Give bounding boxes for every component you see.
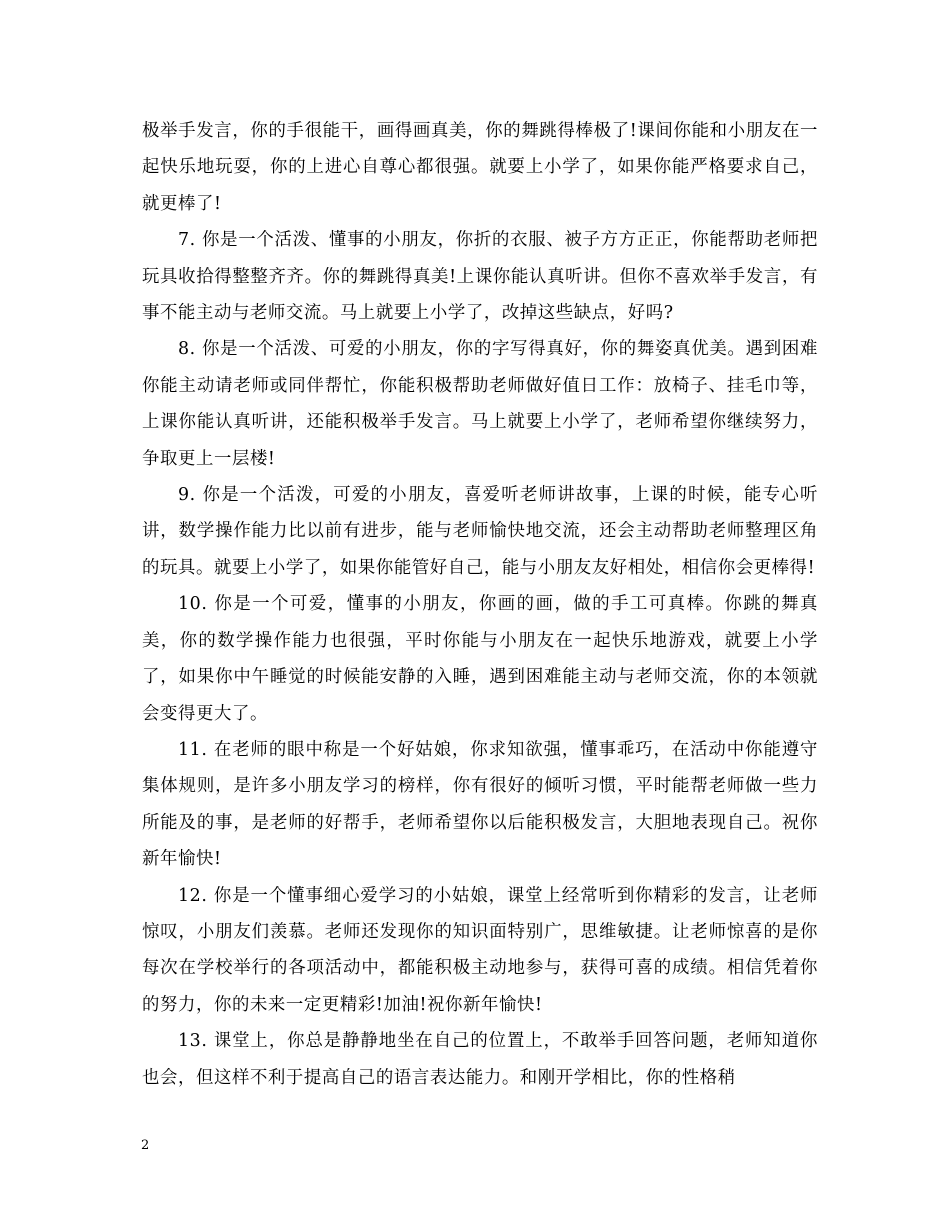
paragraph-item-9: 9. 你是一个活泼，可爱的小朋友，喜爱听老师讲故事，上课的时候，能专心听讲，数学操作能力比以前有进步，能与老师愉快地交流，还会主动帮助老师整理区角的玩具。就要上小学了，如果你能管好自己，能与小朋友友好相处，相信你会更棒得! — [142, 485, 818, 578]
paragraph-item-7: 7. 你是一个活泼、懂事的小朋友，你折的衣服、被子方方正正，你能帮助老师把玩具收拾得整整齐齐。你的舞跳得真美!上课你能认真听讲。但你不喜欢举手发言，有事不能主动与老师交流。马上就要上小学了，改掉这些缺点，好吗? — [142, 230, 818, 324]
paragraph-item-10: 10. 你是一个可爱，懂事的小朋友，你画的画，做的手工可真棒。你跳的舞真美，你的数学操作能力也很强，平时你能与小朋友在一起快乐地游戏，就要上小学了，如果你中午睡觉的时候能安静的入睡，遇到困难能主动与老师交流，你的本领就会变得更大了。 — [142, 594, 818, 724]
document-body — [142, 113, 818, 1096]
paragraph-item-13: 13. 课堂上，你总是静静地坐在自己的位置上，不敢举手回答问题，老师知道你也会，但这样不利于提高自己的语言表达能力。和刚开学相比，你的性格稍 — [142, 1031, 818, 1088]
paragraph-item-12: 12. 你是一个懂事细心爱学习的小姑娘，课堂上经常听到你精彩的发言，让老师惊叹，小朋友们羡慕。老师还发现你的知识面特别广，思维敏捷。让老师惊喜的是你每次在学校举行的各项活动中，都能积极主动地参与，获得可喜的成绩。相信凭着你的努力，你的未来一定更精彩!加油!祝你新年愉快! — [142, 885, 818, 1015]
paragraph-item-11: 11. 在老师的眼中称是一个好姑娘，你求知欲强，懂事乖巧，在活动中你能遵守集体规则，是许多小朋友学习的榜样，你有很好的倾听习惯，平时能帮老师做一些力所能及的事，是老师的好帮手，老师希望你以后能积极发言，大胆地表现自己。祝你新年愉快! — [142, 739, 818, 870]
paragraph-item-8: 8. 你是一个活泼、可爱的小朋友，你的字写得真好，你的舞姿真优美。遇到困难你能主动请老师或同伴帮忙，你能积极帮助老师做好值日工作：放椅子、挂毛巾等，上课你能认真听讲，还能积极举手发言。马上就要上小学了，老师希望你继续努力，争取更上一层楼! — [142, 339, 818, 469]
page-number: 2 — [141, 1138, 150, 1153]
paragraph-continuation: 极举手发言，你的手很能干，画得画真美，你的舞跳得棒极了!课间你能和小朋友在一起快乐地玩耍，你的上进心自尊心都很强。就要上小学了，如果你能严格要求自己，就更棒了! — [142, 121, 818, 214]
